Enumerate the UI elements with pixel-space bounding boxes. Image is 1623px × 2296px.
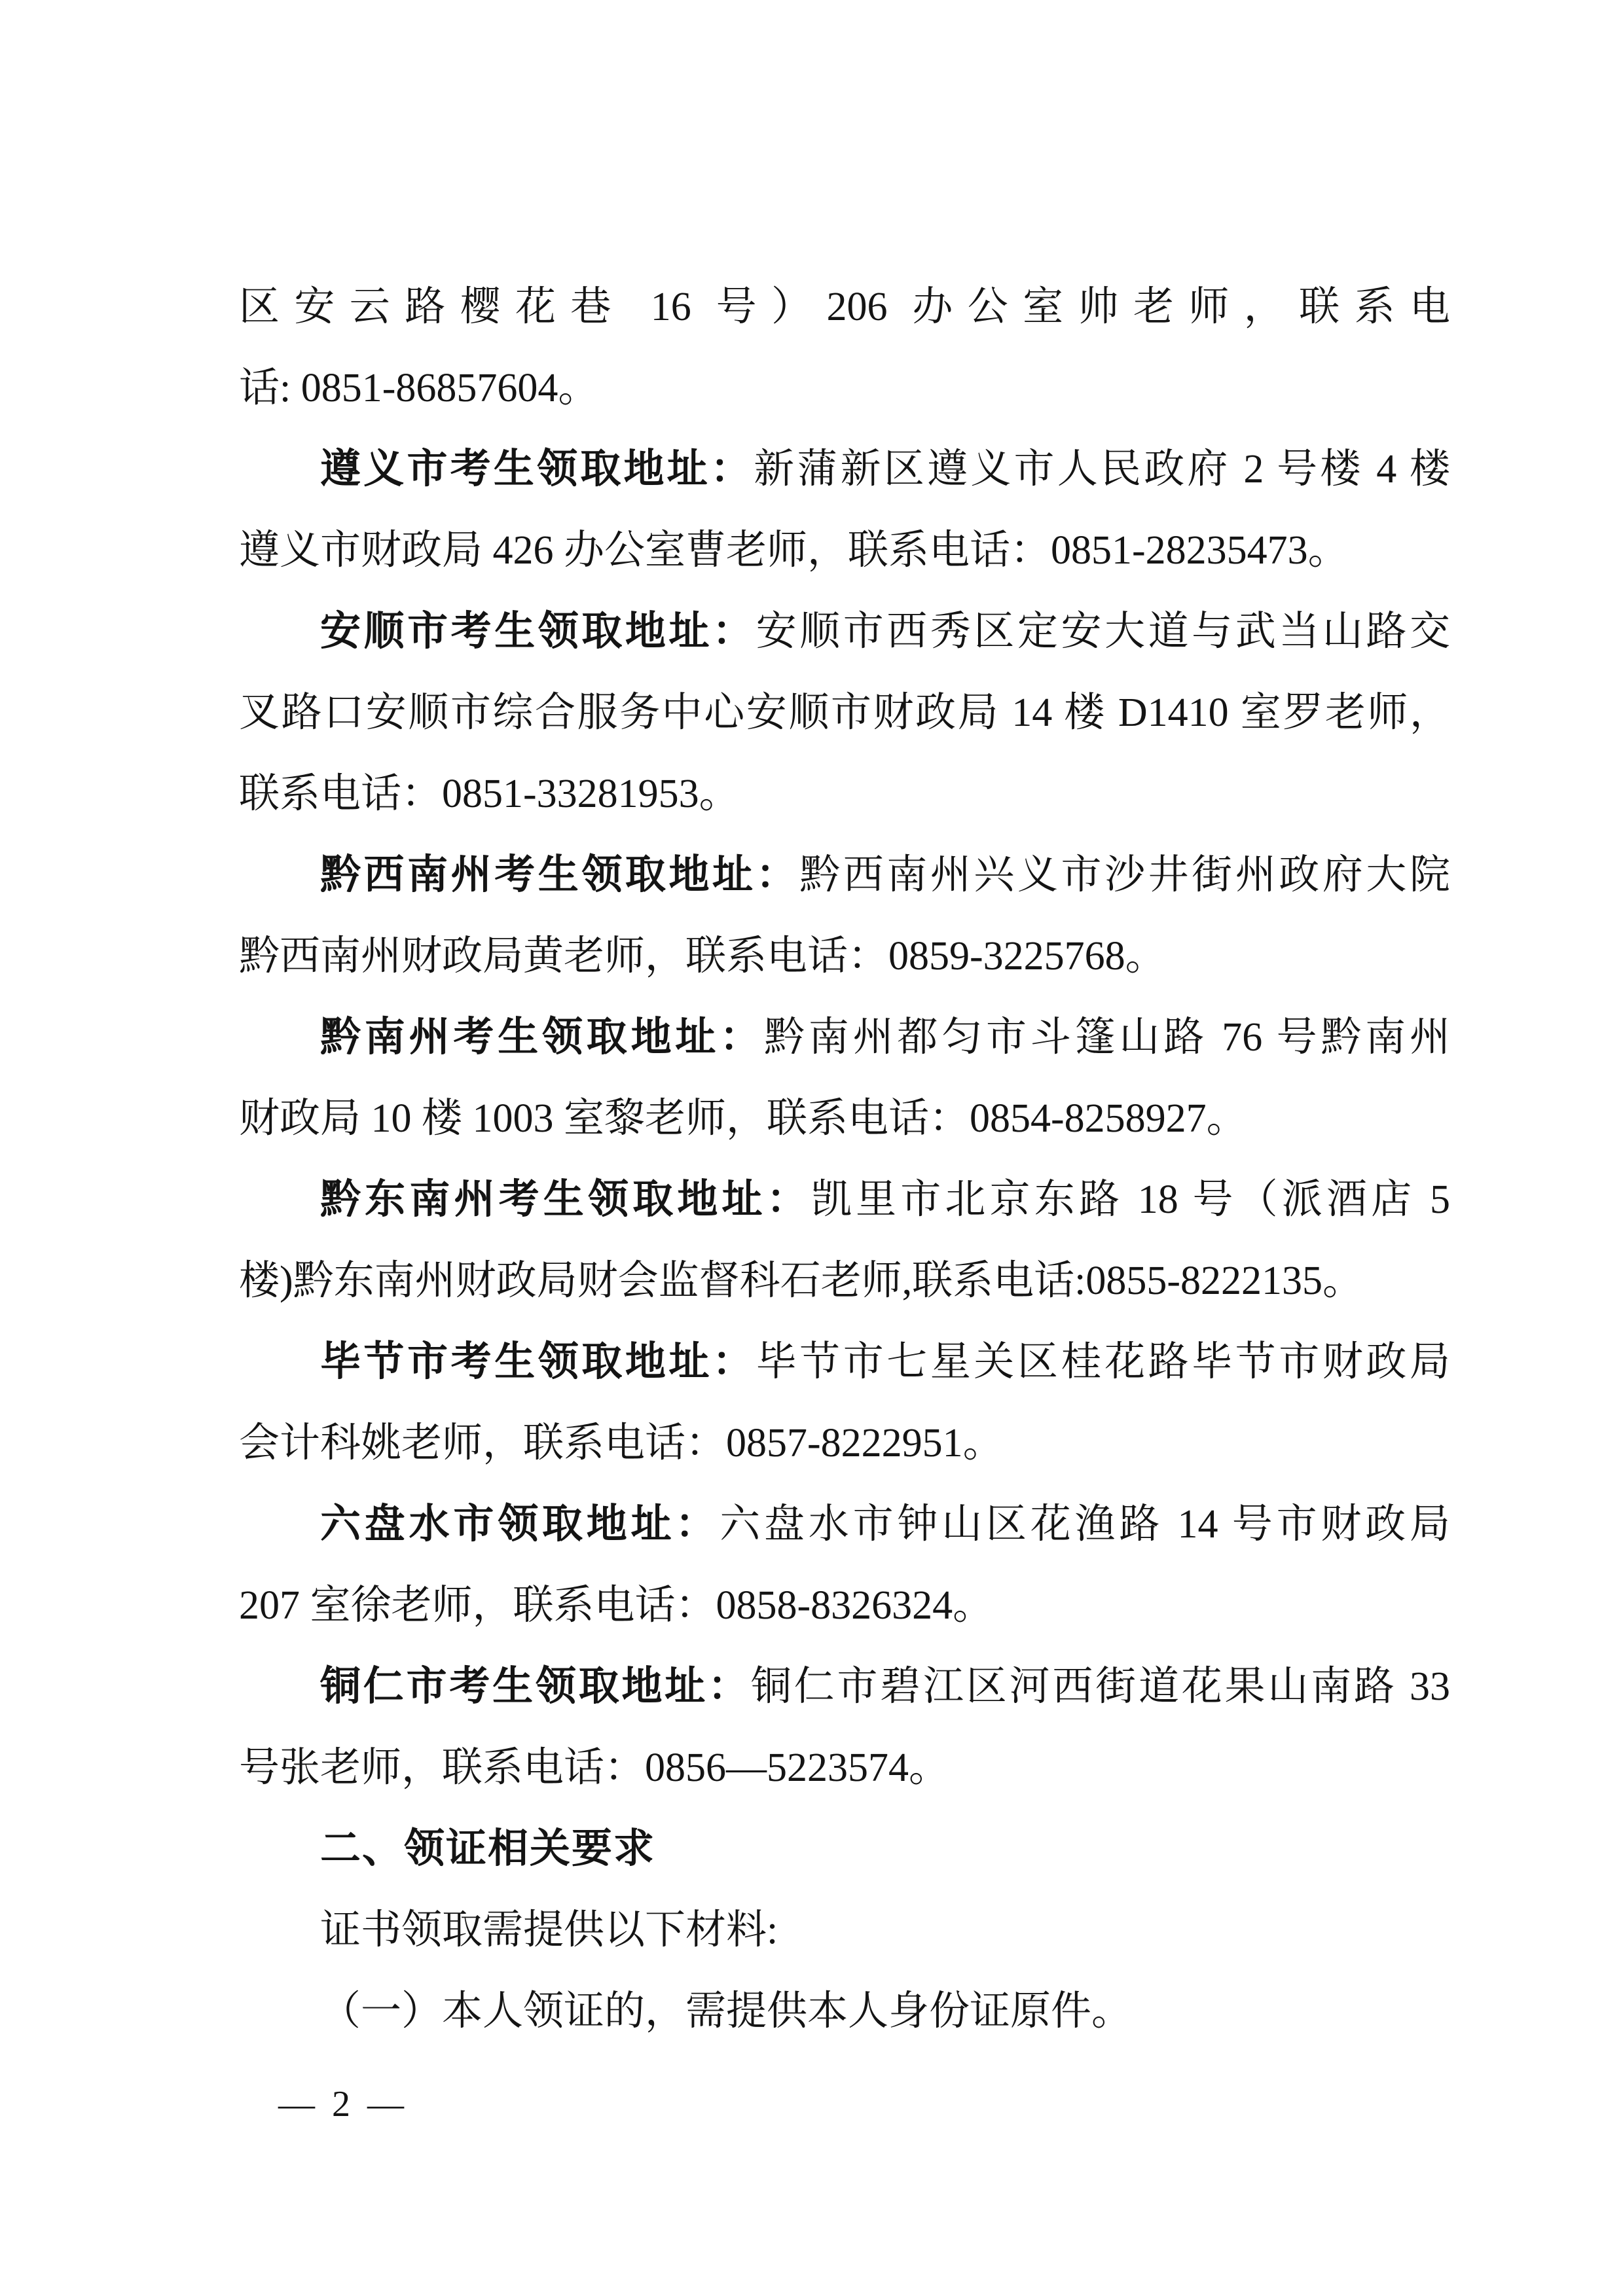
document-line xyxy=(239,1727,1450,1808)
document-line xyxy=(239,672,1450,753)
section-heading xyxy=(239,1808,1450,1890)
line-text: 证书领取需提供以下材料: xyxy=(320,1908,778,1952)
document-line-qianxinan xyxy=(239,834,1450,916)
line-text: 新蒲新区遵义市人民政府 2 号楼 4 楼 xyxy=(754,447,1450,492)
line-text: 凯里市北京东路 18 号（派酒店 5 xyxy=(811,1177,1450,1222)
pickup-address-label: 毕节市考生领取地址： xyxy=(320,1340,756,1384)
document-line xyxy=(239,348,1450,429)
pickup-address-label: 遵义市考生领取地址： xyxy=(320,447,754,492)
document-line xyxy=(239,1403,1450,1484)
line-text: 207 室徐老师，联系电话：0858-8326324。 xyxy=(239,1583,994,1628)
document-line xyxy=(239,510,1450,591)
line-text: 号张老师，联系电话：0856—5223574。 xyxy=(239,1746,950,1790)
document-line xyxy=(239,916,1450,997)
line-text: 楼)黔东南州财政局财会监督科石老师,联系电话:0855-8222135。 xyxy=(239,1259,1364,1303)
document-line-qiandongnan xyxy=(239,1159,1450,1240)
pickup-address-label: 黔南州考生领取地址： xyxy=(320,1015,764,1060)
section-heading-text: 二、领证相关要求 xyxy=(320,1826,656,1871)
pickup-address-label: 安顺市考生领取地址： xyxy=(320,609,756,654)
line-text: 财政局 10 楼 1003 室黎老师，联系电话：0854-8258927。 xyxy=(239,1096,1247,1141)
line-text: 黔南州都匀市斗篷山路 76 号黔南州 xyxy=(764,1015,1450,1060)
line-text: 六盘水市钟山区花渔路 14 号市财政局 xyxy=(720,1502,1450,1547)
document-line-liupanshui xyxy=(239,1484,1450,1565)
line-text: 叉路口安顺市综合服务中心安顺市财政局 14 楼 D1410 室罗老师， xyxy=(239,691,1450,735)
document-line-qiannan xyxy=(239,997,1450,1078)
document-line-zunyi xyxy=(239,429,1450,510)
document-line xyxy=(239,1971,1450,2052)
document-line xyxy=(239,1078,1450,1159)
line-text: 黔西南州兴义市沙井街州政府大院 xyxy=(799,853,1450,897)
document-line-bijie xyxy=(239,1321,1450,1403)
document-line xyxy=(239,753,1450,834)
line-text: （一）本人领证的，需提供本人身份证原件。 xyxy=(320,1989,1133,2034)
line-text: 联系电话：0851-33281953。 xyxy=(239,772,740,816)
line-text: 区安云路樱花巷 16 号）206 办公室帅老师，联系电 xyxy=(239,285,1450,329)
document-body xyxy=(239,266,1450,2052)
document-line xyxy=(239,1890,1450,1971)
document-line xyxy=(239,1565,1450,1646)
line-text: 安顺市西秀区定安大道与武当山路交 xyxy=(756,609,1450,654)
line-text: 话: 0851-86857604。 xyxy=(239,366,599,410)
page-number: — 2 — xyxy=(278,2084,408,2125)
line-text: 毕节市七星关区桂花路毕节市财政局 xyxy=(756,1340,1450,1384)
line-text: 铜仁市碧江区河西街道花果山南路 33 xyxy=(750,1664,1450,1709)
pickup-address-label: 铜仁市考生领取地址： xyxy=(320,1664,751,1709)
document-line-anshun xyxy=(239,591,1450,672)
line-text: 黔西南州财政局黄老师，联系电话：0859-3225768。 xyxy=(239,934,1166,978)
pickup-address-label: 黔东南州考生领取地址： xyxy=(320,1177,811,1222)
document-line xyxy=(239,1240,1450,1321)
document-line xyxy=(239,266,1450,348)
line-text: 遵义市财政局 426 办公室曹老师，联系电话：0851-28235473。 xyxy=(239,528,1349,573)
pickup-address-label: 黔西南州考生领取地址： xyxy=(320,853,800,897)
line-text: 会计科姚老师，联系电话：0857-8222951。 xyxy=(239,1421,1004,1465)
document-line-tongren xyxy=(239,1646,1450,1727)
pickup-address-label: 六盘水市领取地址： xyxy=(320,1502,720,1547)
